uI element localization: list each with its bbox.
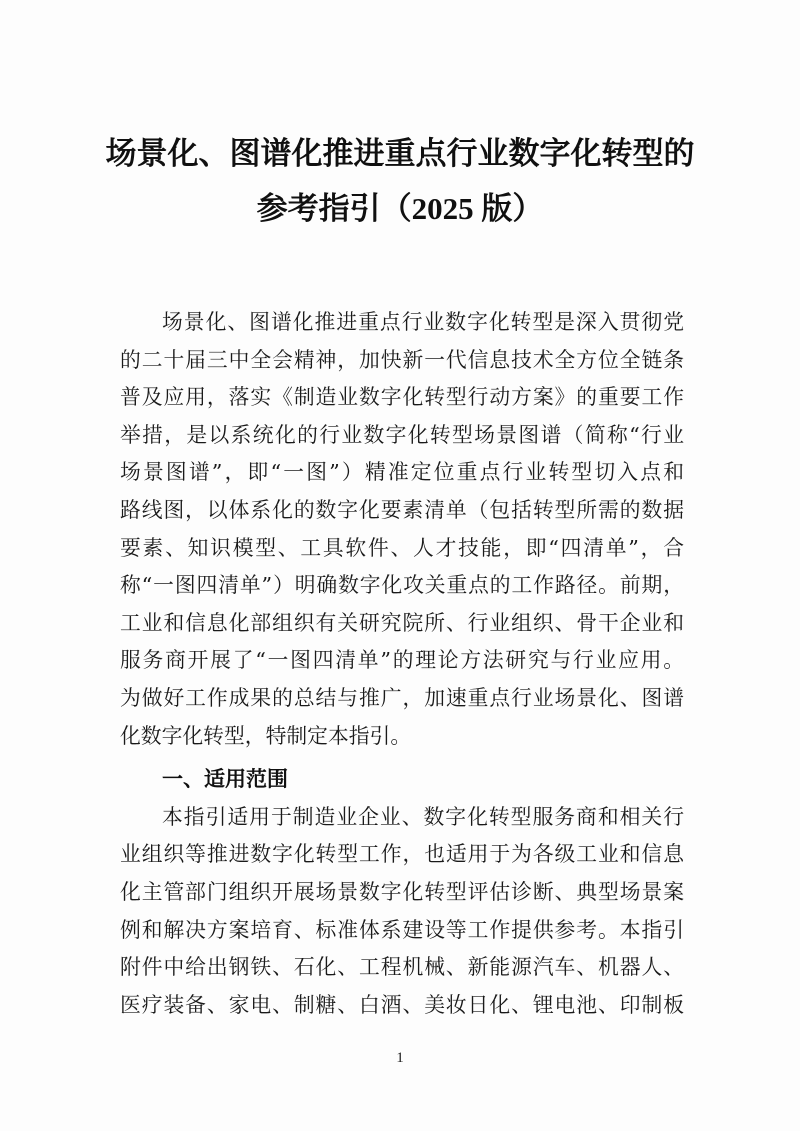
paragraph-line: 路线图，以体系化的数字化要素清单（包括转型所需的数据 (120, 497, 684, 522)
intro-paragraph (120, 304, 684, 755)
paragraph-line: 工业和信息化部组织有关研究院所、行业组织、骨干企业和 (120, 610, 684, 635)
scope-paragraph (120, 799, 684, 1025)
title-line-1: 场景化、图谱化推进重点行业数字化转型的 (105, 136, 695, 171)
paragraph-line: 为做好工作成果的总结与推广，加速重点行业场景化、图谱 (120, 685, 684, 710)
paragraph-line: 例和解决方案培育、标准体系建设等工作提供参考。本指引 (120, 917, 684, 942)
paragraph-line: 化数字化转型，特制定本指引。 (120, 723, 412, 748)
paragraph-line: 医疗装备、家电、制糖、白酒、美妆日化、锂电池、印制板 (120, 992, 684, 1017)
paragraph-line: 化主管部门组织开展场景数字化转型评估诊断、典型场景案 (120, 879, 684, 904)
title-line-2: 参考指引（2025 版） (256, 191, 544, 226)
paragraph-line: 服务商开展了“一图四清单”的理论方法研究与行业应用。 (120, 648, 684, 673)
document-body (120, 304, 684, 1024)
paragraph-line: 场景化、图谱化推进重点行业数字化转型是深入贯彻党 (162, 310, 684, 334)
paragraph-line: 本指引适用于制造业企业、数字化转型服务商和相关行 (162, 804, 684, 829)
paragraph-line: 称“一图四清单”）明确数字化攻关重点的工作路径。前期， (120, 573, 684, 598)
paragraph-line: 普及应用，落实《制造业数字化转型行动方案》的重要工作 (120, 385, 684, 410)
section-heading-scope: 一、适用范围 (162, 768, 288, 792)
paragraph-line: 场景图谱”，即“一图”）精准定位重点行业转型切入点和 (120, 460, 684, 485)
paragraph-line: 要素、知识模型、工具软件、人才技能，即“四清单”，合 (120, 535, 684, 560)
paragraph-line: 附件中给出钢铁、石化、工程机械、新能源汽车、机器人、 (120, 955, 684, 980)
paragraph-line: 举措，是以系统化的行业数字化转型场景图谱（简称“行业 (120, 422, 684, 447)
document-title (0, 126, 800, 236)
paragraph-line: 业组织等推进数字化转型工作，也适用于为各级工业和信息 (120, 842, 684, 867)
page-number: 1 (396, 1050, 404, 1066)
paragraph-line: 的二十届三中全会精神，加快新一代信息技术全方位全链条 (120, 347, 684, 372)
